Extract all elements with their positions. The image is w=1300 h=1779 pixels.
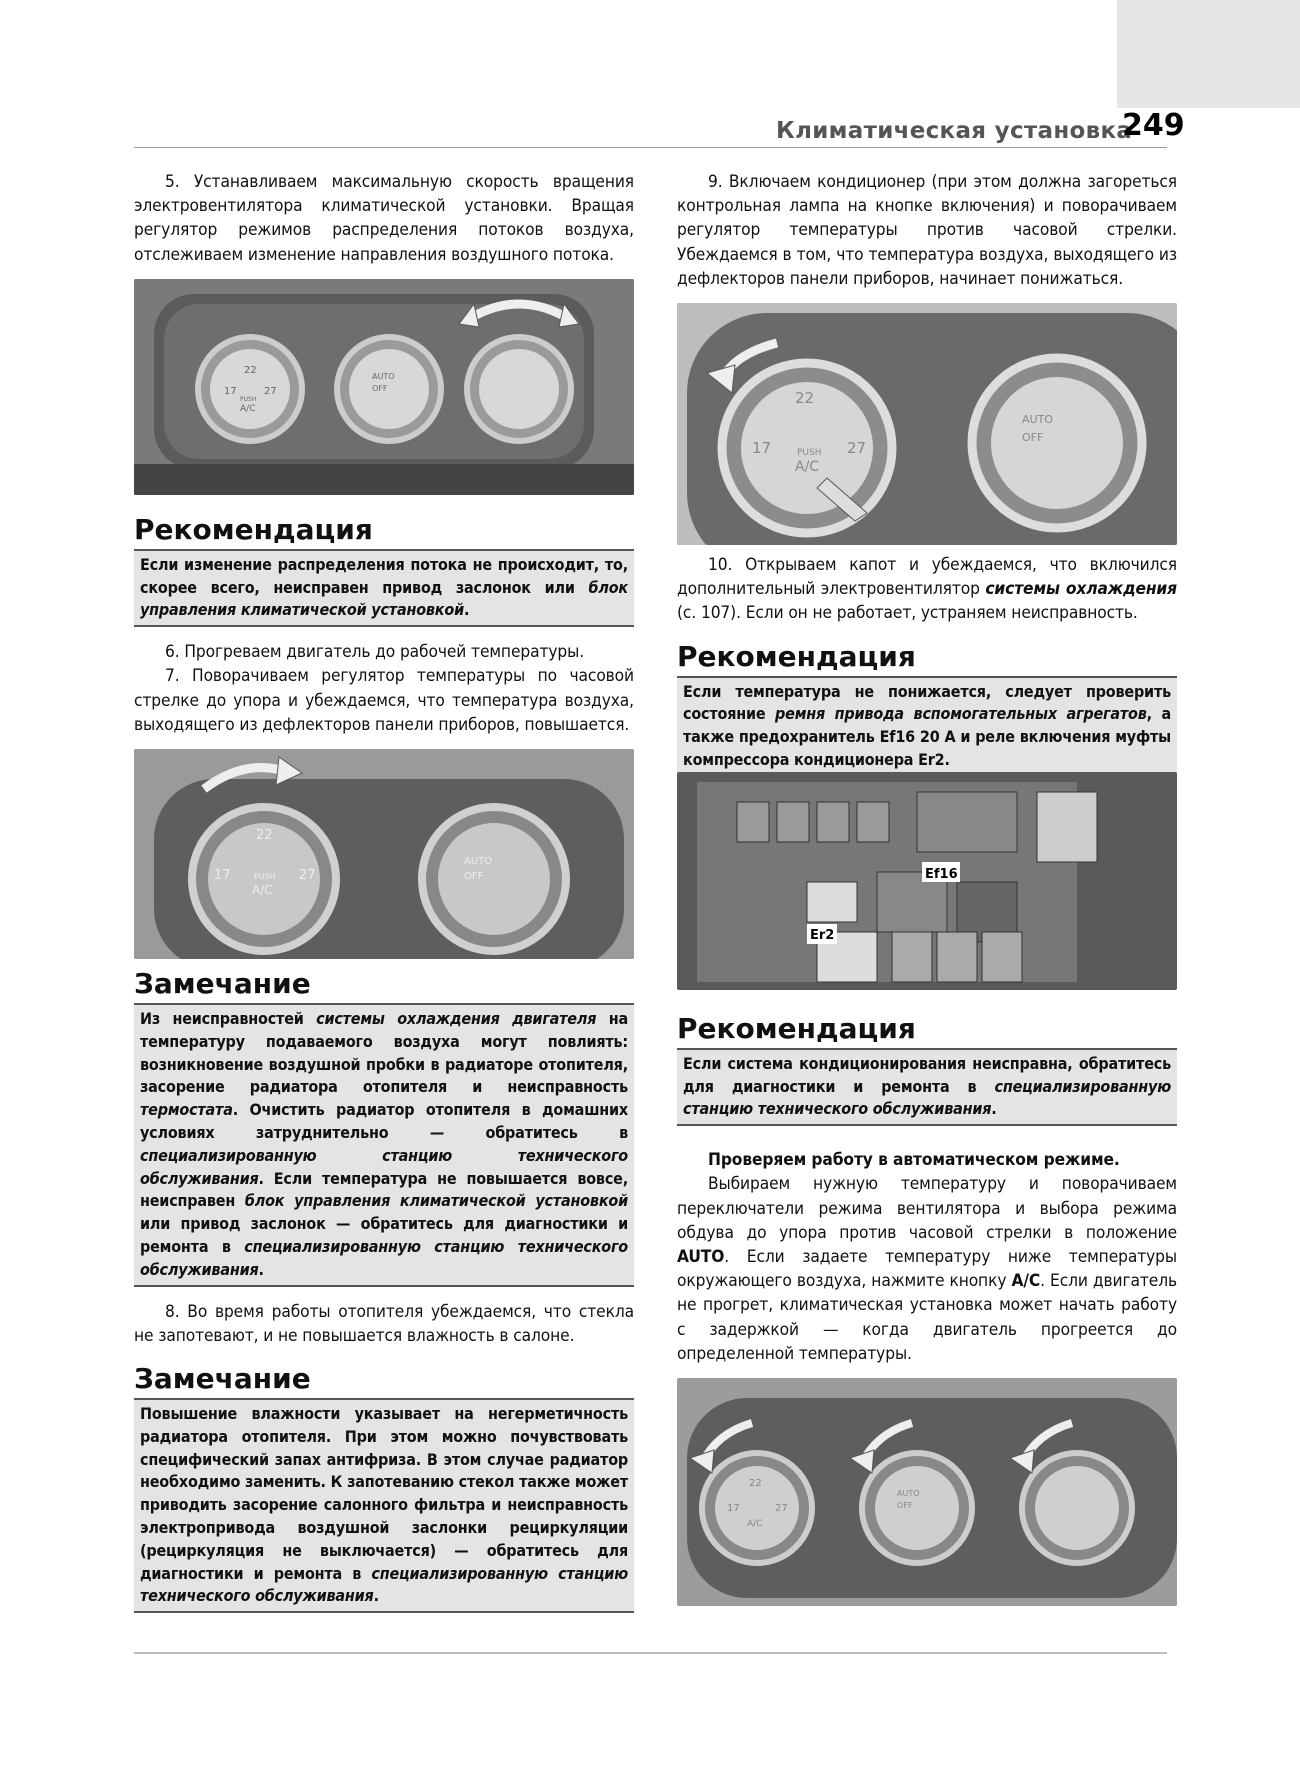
label-17: 17 <box>224 385 237 397</box>
auto-a: Выбираем нужную температуру и поворачиваем переключатели режима вентилятора и выбора режима обдува до упора против часовой стрелки в положение <box>677 1174 1177 1243</box>
step-6-text: 6. Прогреваем двигатель до рабочей температуры. <box>165 642 585 663</box>
recommendation-1-box <box>134 549 634 627</box>
label-off: OFF <box>372 383 388 393</box>
photo-auto-mode-knobs <box>677 1378 1177 1606</box>
rec2-c: , а также предохранитель Ef16 20 А и реле включения муфты компрессора кондиционера Er2. <box>683 704 1171 770</box>
note-1-box <box>134 1003 634 1287</box>
rec3-b: специализированную станцию технического обслуживания <box>683 1076 1171 1119</box>
note1-h: блок управления климатической установкой <box>244 1191 628 1211</box>
note1-j: специализированную станцию технического обслуживания <box>140 1236 628 1279</box>
note1-g: . Если температура не повышается вовсе, неисправен <box>140 1168 628 1211</box>
label-off: OFF <box>897 1501 913 1511</box>
rec3-c: . <box>991 1099 997 1119</box>
left-column <box>134 170 634 1613</box>
rec2-b: ремня привода вспомогательных агрегатов <box>775 704 1147 724</box>
footer-rule <box>134 1652 1167 1654</box>
p10-c: (с. 107). Если он не работает, устраняем неисправность. <box>677 603 1138 624</box>
auto-e: . Если двигатель не прогрет, климатическая установка может начать работу с задержкой — когда двигатель прогреется до определенной температуры. <box>677 1271 1177 1364</box>
note1-d: термостата <box>140 1100 233 1120</box>
note1-i: или привод заслонок — обратитесь для диагностики и ремонта в <box>140 1214 628 1256</box>
header-rule <box>134 147 1167 148</box>
recommendation-1-heading: Рекомендация <box>134 512 373 546</box>
rec1-text-b: блок управления климатической установкой <box>140 577 628 620</box>
step-7-text: 7. Поворачиваем регулятор температуры по часовой стрелке до упора и убеждаемся, что температура воздуха, выходящего из дефлекторов панели приборов, повышается. <box>134 666 634 735</box>
auto-c: . Если задаете температуру ниже температуры окружающего воздуха, нажмите кнопку <box>677 1247 1177 1292</box>
note1-a: Из неисправностей <box>140 1009 317 1029</box>
p10-b: системы охлаждения <box>985 579 1177 600</box>
label-27: 27 <box>775 1503 788 1515</box>
label-auto: AUTO <box>1022 413 1053 427</box>
label-auto: AUTO <box>464 856 493 868</box>
auto-d: A/C <box>1011 1271 1041 1292</box>
label-auto: AUTO <box>897 1489 920 1499</box>
label-27: 27 <box>264 385 277 397</box>
page-number: 249 <box>1122 108 1185 143</box>
label-ac: A/C <box>747 1519 763 1530</box>
step-8-text: 8. Во время работы отопителя убеждаемся, что стекла не запотевают, и не повышается влажность в салоне. <box>134 1301 634 1346</box>
label-off: OFF <box>464 871 484 883</box>
note2-b: специализированную станцию технического обслуживания <box>140 1563 628 1606</box>
note1-k: . <box>258 1259 264 1279</box>
label-push: PUSH <box>240 395 257 403</box>
label-17: 17 <box>727 1503 740 1515</box>
recommendation-3-box <box>677 1048 1177 1126</box>
corner-tab <box>1117 0 1300 108</box>
rec1-text-c: . <box>463 600 470 620</box>
label-push: PUSH <box>254 872 276 882</box>
note-1-heading: Замечание <box>134 967 311 1001</box>
label-er2: Er2 <box>810 927 835 943</box>
label-17: 17 <box>214 868 231 884</box>
right-column <box>677 170 1177 1606</box>
running-header-title: Климатическая установка <box>776 118 1133 144</box>
label-27: 27 <box>299 868 316 884</box>
label-ac: A/C <box>795 459 820 476</box>
label-off: OFF <box>1022 431 1044 445</box>
step-9-text: 9. Включаем кондиционер (при этом должна загореться контрольная лампа на кнопке включения) и поворачиваем регулятор температуры против часовой стрелки. Убеждаемся в том, что температура воздуха, выходящего из дефлекторов панели приборов, начинает понижаться. <box>677 172 1177 289</box>
step-10-text <box>677 553 1177 626</box>
p10-a: 10. Открываем капот и убеждаемся, что включился дополнительный электровентилятор <box>677 555 1177 600</box>
note1-f: специализированную станцию технического обслуживания <box>140 1145 628 1188</box>
note-2-box <box>134 1398 634 1613</box>
recommendation-3-heading: Рекомендация <box>677 1011 916 1045</box>
rec3-a: Если система кондиционирования неисправна, обратитесь для диагностики и ремонта в <box>683 1053 1171 1096</box>
label-push: PUSH <box>797 448 822 459</box>
auto-mode-lead: Проверяем работу в автоматическом режиме. <box>708 1150 1120 1171</box>
label-auto: AUTO <box>372 371 395 381</box>
photo-temp-knob-clockwise <box>134 749 634 959</box>
note2-c: . <box>373 1586 379 1606</box>
note1-e: . Очистить радиатор отопителя в домашних условиях затруднительно — обратитесь в <box>140 1100 628 1142</box>
note1-b: системы охлаждения двигателя <box>316 1009 597 1029</box>
auto-b: AUTO <box>677 1247 725 1268</box>
label-22: 22 <box>749 1478 762 1490</box>
label-22: 22 <box>795 389 815 408</box>
note1-c: на температуру подаваемого воздуха могут повлиять: возникновение воздушной пробки в радиаторе отопителя, засорение радиатора отопителя и неисправность <box>140 1009 628 1097</box>
label-17: 17 <box>752 439 772 458</box>
photo-temp-knob-counterclockwise <box>677 303 1177 545</box>
label-22: 22 <box>244 364 257 376</box>
label-ac: A/C <box>252 883 273 898</box>
note2-a: Повышение влажности указывает на негерметичность радиатора отопителя. При этом можно почувствовать специфический запах антифриза. В этом случае радиатор необходимо заменить. К запотеванию стекол также может приводить засорение салонного фильтра и неисправность электропривода воздушной заслонки рециркуляции (рециркуляция не выключается) — обратитесь для диагностики и ремонта в <box>140 1403 628 1583</box>
label-ac: A/C <box>240 403 256 414</box>
note-2-heading: Замечание <box>134 1361 311 1395</box>
photo-mode-knob <box>134 279 634 495</box>
step-5-text: 5. Устанавливаем максимальную скорость вращения электровентилятора климатической установки. Вращая регулятор режимов распределения потоков воздуха, отслеживаем изменение направления воздушного потока. <box>134 172 634 265</box>
label-22: 22 <box>256 828 273 844</box>
rec2-a: Если температура не понижается, следует проверить состояние <box>683 681 1171 724</box>
photo-fuse-box <box>677 772 1177 990</box>
label-ef16: Ef16 <box>925 866 958 882</box>
recommendation-2-box <box>677 676 1177 772</box>
auto-mode-text <box>677 1172 1177 1366</box>
recommendation-2-heading: Рекомендация <box>677 639 916 673</box>
label-27: 27 <box>847 439 867 458</box>
rec1-text-a: Если изменение распределения потока не происходит, то, скорее всего, неисправен привод заслонок или <box>140 554 628 597</box>
